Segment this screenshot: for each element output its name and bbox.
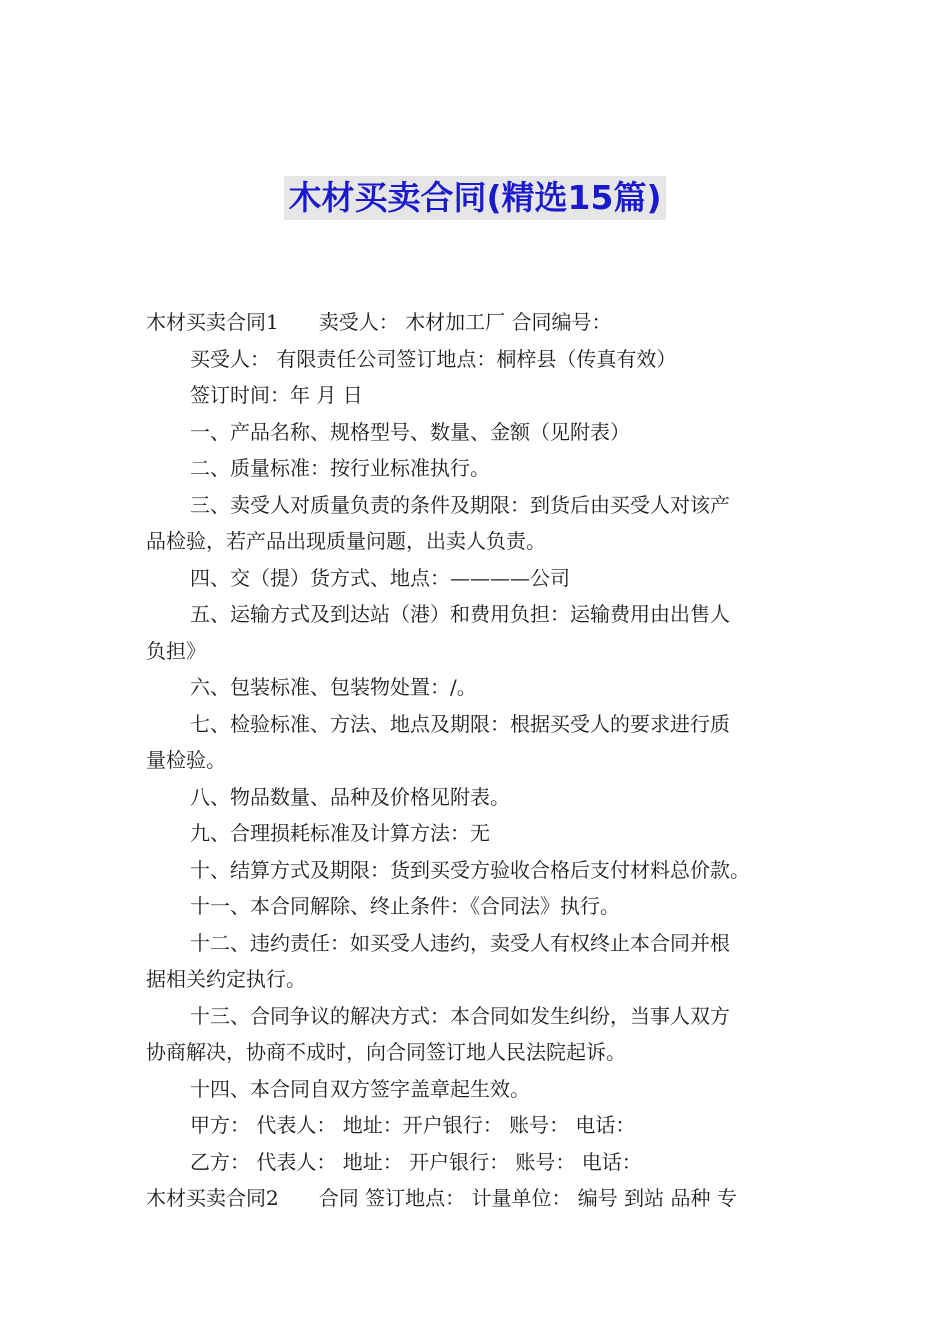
paragraph-line: 八、物品数量、品种及价格见附表。: [190, 784, 510, 809]
paragraph-line-continued: 协商解决，协商不成时，向合同签订地人民法院起诉。: [146, 1040, 626, 1064]
contract1-heading-line: [146, 304, 810, 341]
contract1-heading-rest: 卖受人： 木材加工厂 合同编号：: [318, 310, 612, 334]
contract2-heading: 木材买卖合同2: [146, 1186, 279, 1210]
paragraph-line-continued: 量检验。: [146, 748, 226, 772]
contract1-heading: 木材买卖合同1: [146, 310, 279, 334]
paragraph-line: 三、卖受人对质量负责的条件及期限：到货后由买受人对该产: [190, 492, 730, 517]
contract2-heading-line: [146, 1180, 810, 1217]
paragraph-line: 签订时间：年 月 日: [190, 383, 363, 407]
document-body: [146, 304, 810, 1217]
paragraph-line: 五、运输方式及到达站（港）和费用负担：运输费用由出售人: [190, 602, 730, 626]
paragraph-line: 九、合理损耗标准及计算方法：无: [190, 821, 490, 845]
paragraph-line: 六、包装标准、包装物处置：/。: [190, 675, 477, 699]
paragraph-line: 十一、本合同解除、终止条件：《合同法》执行。: [190, 894, 620, 918]
party-a-line: 甲方： 代表人： 地址：开户银行： 账号： 电话：: [190, 1113, 636, 1137]
document-title: 木材买卖合同(精选15篇): [284, 176, 665, 220]
paragraph-line: 十三、合同争议的解决方式：本合同如发生纠纷，当事人双方: [190, 1003, 730, 1028]
paragraph-line: 二、质量标准：按行业标准执行。: [190, 456, 490, 480]
title-wrap: [0, 176, 950, 220]
party-b-line: 乙方： 代表人： 地址： 开户银行： 账号： 电话：: [190, 1149, 642, 1174]
paragraph-line: 四、交（提）货方式、地点：————公司: [190, 565, 570, 590]
paragraph-line: 七、检验标准、方法、地点及期限：根据买受人的要求进行质: [190, 711, 730, 736]
contract2-heading-rest: 合同 签订地点： 计量单位： 编号 到站 品种 专: [318, 1186, 737, 1210]
paragraph-line-continued: 品检验，若产品出现质量问题，出卖人负责。: [146, 529, 546, 553]
paragraph-line: 十四、本合同自双方签字盖章起生效。: [190, 1076, 530, 1101]
paragraph-line-continued: 据相关约定执行。: [146, 967, 306, 991]
paragraph-line: 十、结算方式及期限：货到买受方验收合格后支付材料总价款。: [190, 857, 750, 882]
paragraph-line-continued: 负担》: [146, 638, 206, 663]
paragraph-line: 十二、违约责任：如买受人违约，卖受人有权终止本合同并根: [190, 930, 730, 955]
paragraph-line: 买受人： 有限责任公司签订地点：桐梓县（传真有效）: [190, 346, 677, 371]
paragraph-line: 一、产品名称、规格型号、数量、金额（见附表）: [190, 419, 630, 444]
